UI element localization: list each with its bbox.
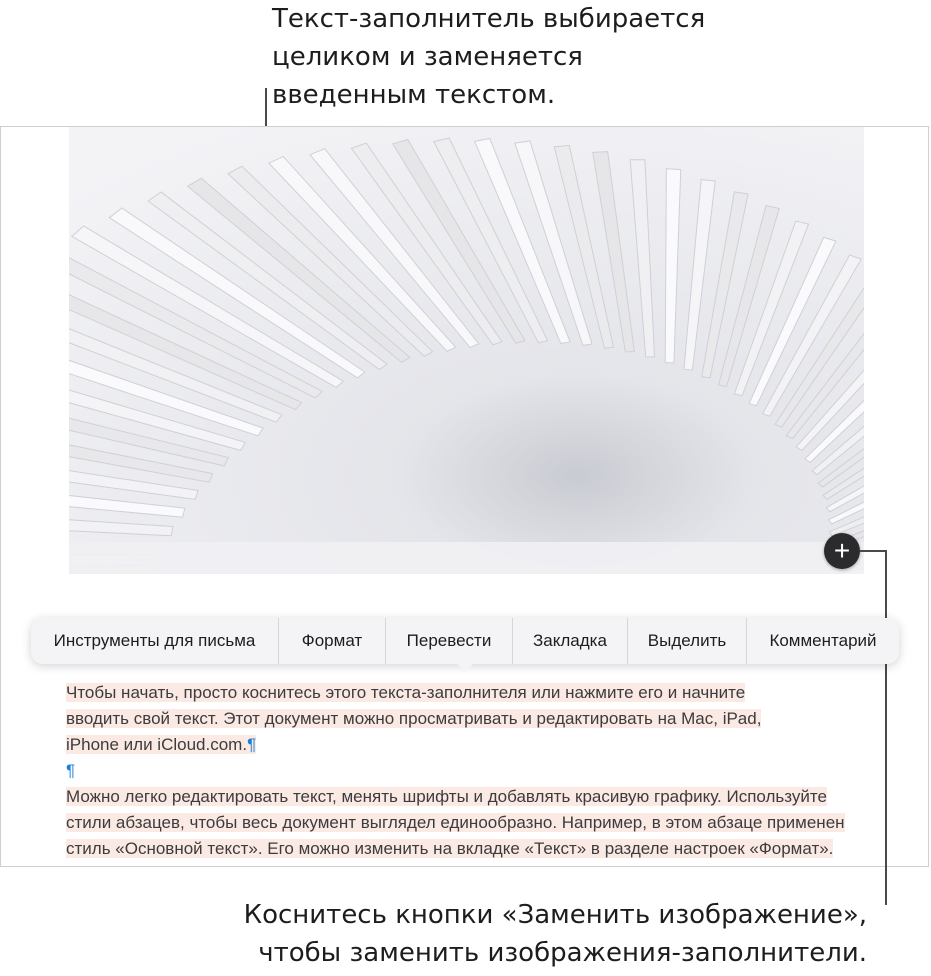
- placeholder-paragraph-2[interactable]: [66, 784, 886, 862]
- callout-bottom-line-2: чтобы заменить изображения-заполнители.: [258, 938, 867, 968]
- para1-line-2: вводить свой текст. Этот документ можно просматривать и редактировать на Mac, iPad,: [66, 709, 762, 728]
- callout-placeholder-text: [272, 0, 832, 114]
- callout-bottom-leader-horizontal: [860, 550, 887, 552]
- plus-icon: +: [833, 535, 851, 566]
- menu-item-highlight[interactable]: Выделить: [628, 618, 747, 664]
- callout-top-line-1: Текст-заполнитель выбирается: [272, 4, 706, 34]
- callout-top-line-3: введенным текстом.: [272, 80, 556, 110]
- menu-item-format[interactable]: Формат: [279, 618, 386, 664]
- callout-replace-image: [167, 896, 867, 972]
- context-menu: [31, 618, 899, 664]
- callout-top-line-2: целиком и заменяется: [272, 42, 583, 72]
- pilcrow-mark: ¶: [66, 761, 76, 780]
- menu-item-bookmark[interactable]: Закладка: [513, 618, 628, 664]
- spiral-architecture-image: [69, 127, 864, 574]
- para2-line-2: стили абзацев, чтобы весь документ выглядел единообразно. Например, в этом абзаце применен: [66, 813, 845, 832]
- para1-line-3: iPhone или iCloud.com.: [66, 735, 248, 754]
- para2-line-3: стиль «Основной текст». Его можно изменить на вкладке «Текст» в разделе настроек «Формат».: [66, 839, 834, 858]
- pilcrow-mark: ¶: [247, 735, 257, 754]
- context-menu-pointer: [455, 662, 475, 672]
- para1-line-1: Чтобы начать, просто коснитесь этого текста-заполнителя или нажмите его и начните: [66, 683, 746, 702]
- menu-item-writing-tools[interactable]: Инструменты для письма: [31, 618, 279, 664]
- replace-image-button[interactable]: [824, 533, 860, 569]
- placeholder-paragraph-1[interactable]: [66, 680, 886, 758]
- menu-item-translate[interactable]: Перевести: [386, 618, 513, 664]
- placeholder-image[interactable]: [69, 127, 864, 574]
- menu-item-comment[interactable]: Комментарий: [769, 631, 877, 650]
- empty-paragraph[interactable]: [66, 758, 886, 784]
- para2-line-1: Можно легко редактировать текст, менять шрифты и добавлять красивую графику. Используйте: [66, 787, 827, 806]
- callout-bottom-line-1: Коснитесь кнопки «Заменить изображение»,: [243, 900, 867, 930]
